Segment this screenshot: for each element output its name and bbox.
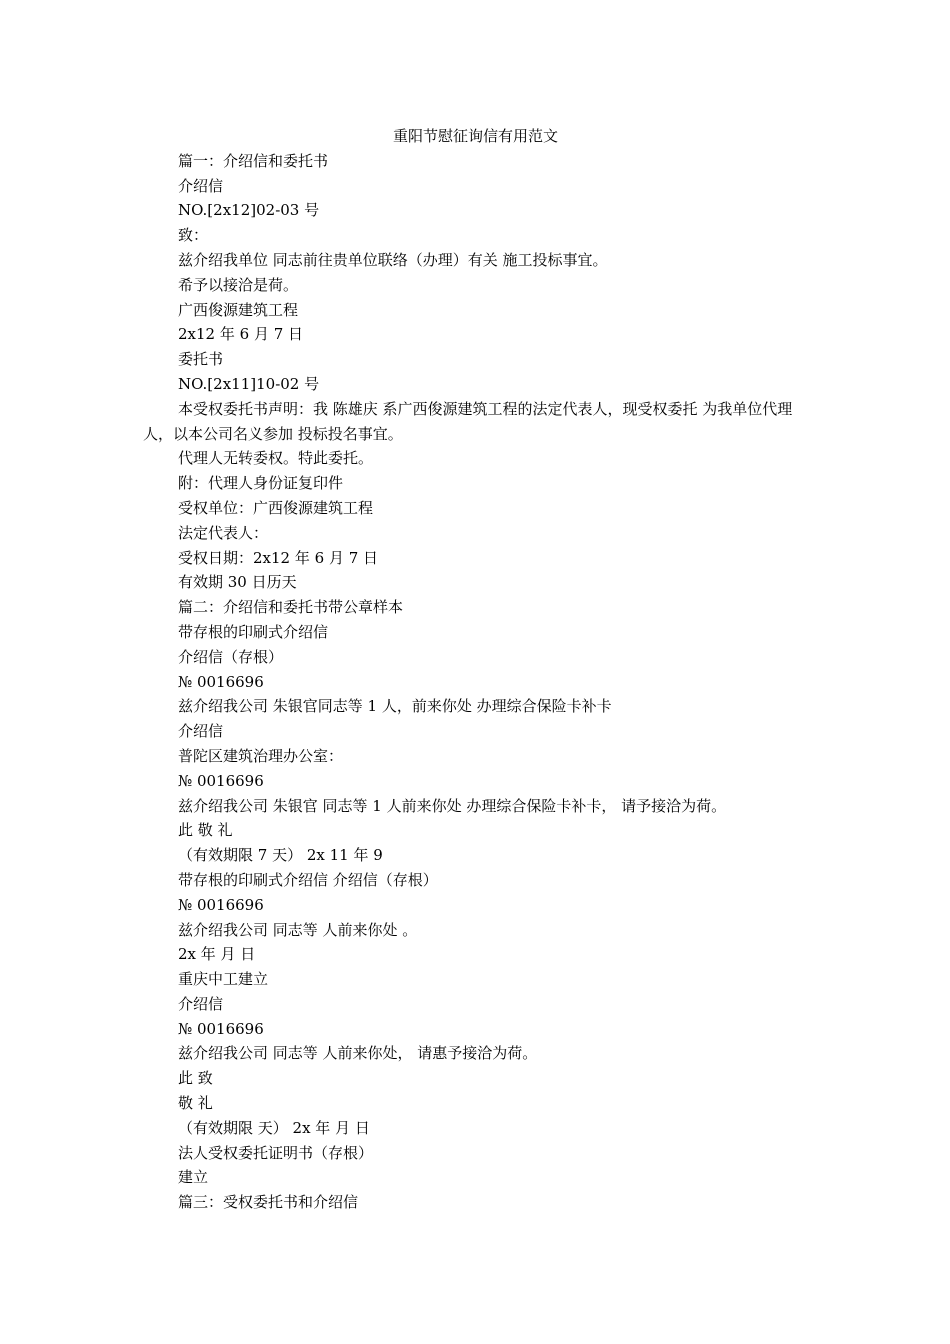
paragraph: 本受权委托书声明：我 陈雄庆 系广西俊源建筑工程的法定代表人，现受权委托 为我单位代理人，以本公司名义参加 投标投名事宜。 [143, 399, 793, 443]
paragraph: 希予以接洽是荷。 [178, 275, 299, 294]
paragraph: 此 敬 礼 [178, 821, 233, 840]
document-body [143, 124, 808, 1215]
paragraph: 附：代理人身份证复印件 [178, 474, 344, 493]
paragraph: 广西俊源建筑工程 [178, 300, 299, 319]
document-title: 重阳节慰征询信有用范文 [392, 127, 558, 145]
paragraph: （有效期限 7 天） 2x 11 年 9 [178, 846, 383, 865]
paragraph: 篇二：介绍信和委托书带公章样本 [178, 598, 404, 617]
paragraph: 带存根的印刷式介绍信 介绍信（存根） [178, 870, 438, 889]
paragraph-list [143, 149, 808, 1215]
paragraph: 兹介绍我公司 同志等 人前来你处 。 [178, 920, 418, 939]
paragraph: （有效期限 天） 2x 年 月 日 [178, 1118, 370, 1137]
paragraph: 致： [178, 226, 209, 245]
paragraph: 敬 礼 [178, 1094, 213, 1113]
paragraph: № 0016696 [178, 1019, 264, 1038]
paragraph: 介绍信（存根） [178, 647, 284, 666]
paragraph: 介绍信 [178, 176, 224, 195]
paragraph: 兹介绍我公司 同志等 人前来你处， 请惠予接洽为荷。 [178, 1044, 538, 1063]
paragraph: 带存根的印刷式介绍信 [178, 622, 329, 641]
paragraph: NO.[2x12]02-03 号 [178, 201, 320, 220]
paragraph: 兹介绍我公司 朱银官同志等 1 人，前来你处 办理综合保险卡补卡 [178, 697, 612, 716]
paragraph: 受权单位：广西俊源建筑工程 [178, 498, 374, 517]
paragraph: NO.[2x11]10-02 号 [178, 374, 320, 393]
paragraph: № 0016696 [178, 771, 264, 790]
paragraph: 篇一：介绍信和委托书 [178, 151, 329, 170]
paragraph: № 0016696 [178, 895, 264, 914]
paragraph: 法人受权委托证明书（存根） [178, 1143, 374, 1162]
paragraph: 法定代表人： [178, 523, 269, 542]
paragraph: 2x 年 月 日 [178, 945, 256, 964]
paragraph: № 0016696 [178, 672, 264, 691]
paragraph: 介绍信 [178, 722, 224, 741]
paragraph: 代理人无转委权。特此委托。 [178, 449, 374, 468]
paragraph: 兹介绍我单位 同志前往贵单位联络（办理）有关 施工投标事宜。 [178, 250, 608, 269]
paragraph: 2x12 年 6 月 7 日 [178, 325, 304, 344]
paragraph: 介绍信 [178, 994, 224, 1013]
paragraph: 委托书 [178, 350, 224, 369]
paragraph: 兹介绍我公司 朱银官 同志等 1 人前来你处 办理综合保险卡补卡， 请予接洽为荷。 [178, 796, 727, 815]
paragraph: 普陀区建筑治理办公室： [178, 746, 344, 765]
paragraph: 此 致 [178, 1069, 213, 1088]
paragraph: 重庆中工建立 [178, 970, 269, 989]
paragraph: 有效期 30 日历天 [178, 573, 297, 592]
paragraph: 受权日期：2x12 年 6 月 7 日 [178, 548, 379, 567]
paragraph: 建立 [178, 1168, 209, 1187]
paragraph: 篇三：受权委托书和介绍信 [178, 1193, 359, 1212]
